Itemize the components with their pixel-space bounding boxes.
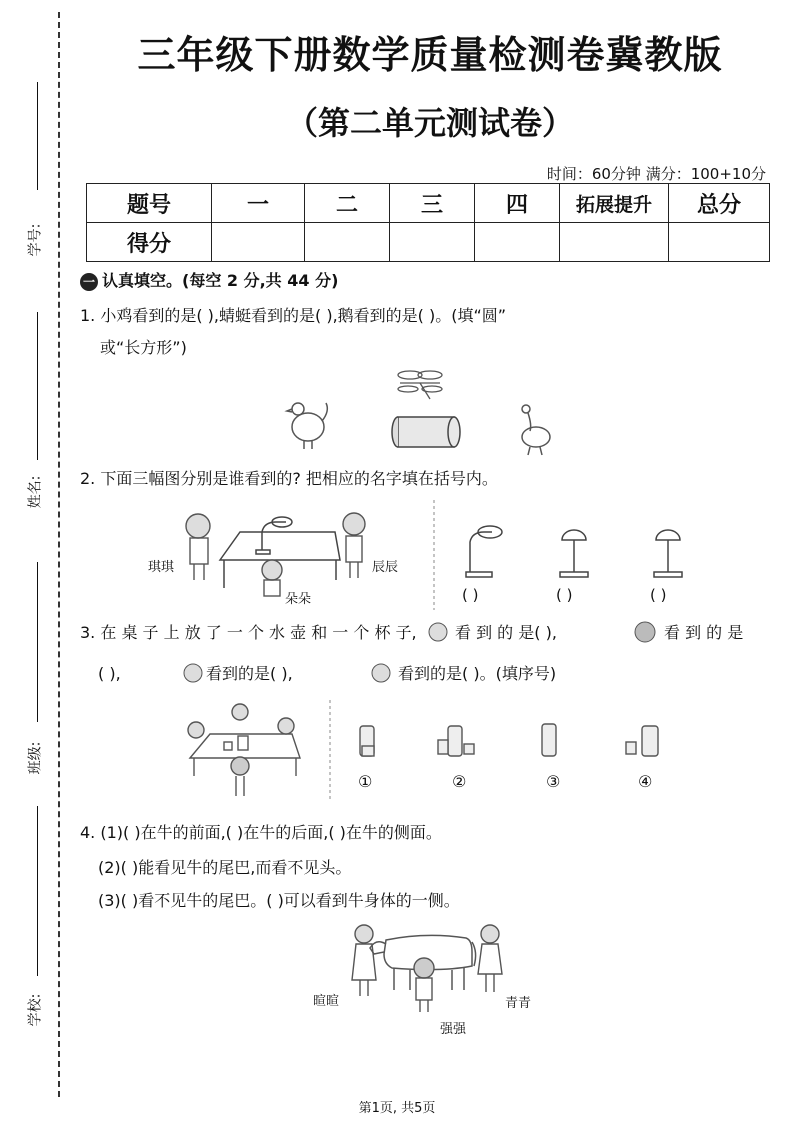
binding-margin-line bbox=[58, 12, 60, 1097]
answer-blank[interactable]: ( ) bbox=[556, 586, 573, 604]
question-4-part-2: (2)( )能看见牛的尾巴,而看不见头。 bbox=[98, 858, 352, 877]
girl-xuanxuan-icon bbox=[352, 925, 376, 996]
lamp-icon bbox=[256, 517, 292, 554]
question-2-illustration bbox=[140, 500, 760, 615]
student-id-label: 学号: bbox=[27, 223, 44, 257]
girl-qingqing-icon bbox=[478, 925, 502, 992]
child-face-icon bbox=[427, 620, 449, 644]
score-header-cell: 拓展提升 bbox=[560, 184, 669, 223]
time-score-info: 时间：60分钟 满分：100+10分 bbox=[546, 165, 766, 183]
school-underline bbox=[37, 806, 38, 976]
boy-chenchen-icon bbox=[343, 513, 365, 578]
name-label: 姓名: bbox=[27, 475, 44, 509]
lamp-front-view-icon bbox=[560, 530, 588, 577]
score-input-cell[interactable] bbox=[212, 223, 305, 262]
girl-face-icon bbox=[182, 661, 204, 685]
score-row-label: 得分 bbox=[87, 223, 212, 262]
view-option-3-icon bbox=[542, 724, 556, 756]
question-4-part-1: 4. (1)( )在牛的前面,( )在牛的后面,( )在牛的侧面。 bbox=[80, 823, 442, 842]
question-1-illustration bbox=[280, 365, 570, 460]
girl-duoduo-icon bbox=[262, 560, 282, 596]
score-input-cell[interactable] bbox=[475, 223, 560, 262]
score-table-score-row bbox=[87, 223, 770, 262]
option-label: ④ bbox=[638, 772, 653, 791]
cylinder-icon bbox=[392, 417, 460, 447]
name-qiangqiang: 强强 bbox=[440, 1022, 467, 1037]
question-3-line-2c: 看到的是( )。(填序号) bbox=[398, 664, 557, 683]
section-number-badge: 一 bbox=[80, 273, 98, 291]
student-id-underline bbox=[37, 82, 38, 190]
option-label: ① bbox=[358, 772, 373, 791]
score-table bbox=[86, 183, 770, 262]
name-duoduo: 朵朵 bbox=[285, 592, 312, 607]
table-with-children-icon bbox=[188, 704, 300, 796]
dragonfly-icon bbox=[398, 371, 442, 399]
page-subtitle: （第二单元测试卷） bbox=[285, 104, 574, 142]
school-label: 学校: bbox=[27, 993, 44, 1027]
question-3-line-2b: 看到的是( ), bbox=[206, 664, 293, 683]
page-number: 第1页, 共5页 bbox=[358, 1101, 436, 1116]
view-option-1-icon bbox=[360, 726, 374, 756]
child-back-head-icon bbox=[632, 620, 658, 644]
score-header-cell: 一 bbox=[212, 184, 305, 223]
question-4-part-3: (3)( )看不见牛的尾巴。( )可以看到牛身体的一侧。 bbox=[98, 891, 460, 910]
score-input-cell[interactable] bbox=[305, 223, 390, 262]
option-label: ③ bbox=[546, 772, 561, 791]
name-chenchen: 辰辰 bbox=[372, 560, 399, 575]
section-1-heading bbox=[80, 268, 338, 291]
question-3-line-1c: 看 到 的 是 bbox=[664, 623, 744, 642]
score-header-cell: 总分 bbox=[669, 184, 770, 223]
question-3-line-1b: 看 到 的 是( ), bbox=[455, 623, 557, 642]
question-2-text: 2. 下面三幅图分别是谁看到的? 把相应的名字填在括号内。 bbox=[80, 469, 498, 488]
score-input-cell[interactable] bbox=[669, 223, 770, 262]
name-qingqing: 青青 bbox=[505, 996, 532, 1011]
option-label: ② bbox=[452, 772, 467, 791]
view-option-4-icon bbox=[626, 726, 658, 756]
class-underline bbox=[37, 562, 38, 722]
score-table-header-row bbox=[87, 184, 770, 223]
question-1-line-1: 1. 小鸡看到的是( ),蜻蜓看到的是( ),鹅看到的是( )。(填“圆” bbox=[80, 306, 507, 325]
name-underline bbox=[37, 312, 38, 460]
score-input-cell[interactable] bbox=[560, 223, 669, 262]
name-qiqi: 琪琪 bbox=[148, 560, 175, 575]
question-3-line-2a: ( ), bbox=[98, 664, 121, 683]
answer-blank[interactable]: ( ) bbox=[462, 586, 479, 604]
boy-qiangqiang-icon bbox=[414, 958, 434, 1012]
view-option-2-icon bbox=[438, 726, 474, 756]
lamp-back-view-icon bbox=[654, 530, 682, 577]
girl-side-face-icon bbox=[368, 661, 394, 685]
score-input-cell[interactable] bbox=[390, 223, 475, 262]
lamp-side-view-icon bbox=[466, 526, 502, 577]
name-xuanxuan: 暄暄 bbox=[313, 994, 340, 1009]
question-3-line-1a: 3. 在 桌 子 上 放 了 一 个 水 壶 和 一 个 杯 子, bbox=[80, 623, 417, 642]
class-label: 班级: bbox=[27, 741, 44, 775]
section-1-title: 认真填空。(每空 2 分,共 44 分) bbox=[102, 271, 339, 290]
question-3-illustration bbox=[180, 700, 760, 810]
question-1-line-2: 或“长方形”) bbox=[100, 338, 187, 357]
goose-icon bbox=[522, 405, 550, 455]
girl-qiqi-icon bbox=[186, 514, 210, 580]
score-header-cell: 二 bbox=[305, 184, 390, 223]
chicken-icon bbox=[287, 403, 327, 449]
page-title: 三年级下册数学质量检测卷冀教版 bbox=[137, 33, 723, 77]
question-4-illustration bbox=[340, 920, 540, 1030]
score-header-cell: 题号 bbox=[87, 184, 212, 223]
score-header-cell: 四 bbox=[475, 184, 560, 223]
score-header-cell: 三 bbox=[390, 184, 475, 223]
answer-blank[interactable]: ( ) bbox=[650, 586, 667, 604]
